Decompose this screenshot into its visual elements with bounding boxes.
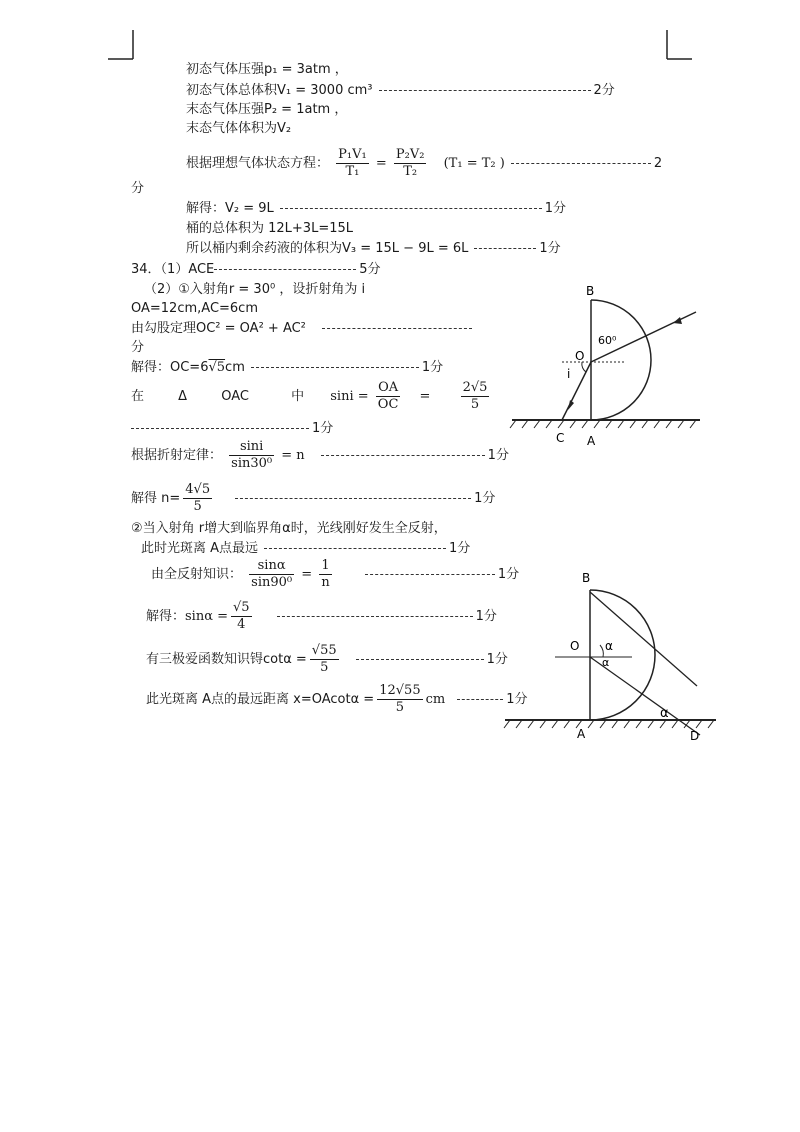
label-60: 60⁰ [598,334,617,347]
ground-hatch [504,720,714,728]
fraction: $\frac{OA}{OC}$ [377,380,399,412]
line-snell: 根据折射定律： $\frac{\sin i}{\text{sin30⁰}}$ = n 1分 [131,439,509,471]
label-i: i [567,367,571,381]
line-solve-n: 解得 n= $\frac{4√5}{5}$ 1分 [131,482,496,514]
ground-hatch [510,420,696,428]
label-alpha-ground: α [660,706,669,721]
line-final-pressure: 末态气体压强P₂ = 1atm ， [186,102,348,117]
line-total-volume: 桶的总体积为 12L+3L=15L [186,221,354,236]
semicircle [590,590,655,720]
label-O: O [575,349,585,363]
label-A: A [577,727,586,741]
fraction: $\frac{√55}{5}$ [311,643,337,675]
fraction: $\frac{\sin\alpha}{\text{sin90⁰}}$ [251,558,293,590]
line-pythagoras: 由勾股定理OC² = OA² + AC² [131,320,475,338]
fraction: $\frac{2√5}{5}$ [462,380,488,412]
line-initial-volume: 初态气体总体积V₁ = 3000 cm³ 2分 [186,83,615,98]
line-total-reflection: 由全反射知识： $\frac{\sin\alpha}{\text{sin90⁰}}$ = $\frac{1}{n}$ 1分 [151,558,520,590]
line-farthest: 此时光斑离 A点最远 1分 [141,541,471,556]
label-B: B [586,284,595,298]
line-score-wrap: 分 [131,181,145,196]
label-alpha-lower: α [602,656,610,669]
fraction: $\frac{4√5}{5}$ [185,482,211,514]
fraction: $\frac{\text{P₂V₂}}{\text{T₂}}$ [395,147,425,179]
corner-mark-right [662,28,694,62]
line-solve-sin-alpha: 解得：sinα = $\frac{√5}{4}$ 1分 [146,600,497,632]
line-score-wrap-2: 分 [131,340,145,355]
optics-figure-2 [500,565,722,745]
fraction: $\frac{√5}{4}$ [233,600,250,632]
corner-mark-left [106,28,138,62]
angle-arc-i [582,362,586,372]
line-score-wrap-3: 1分 [131,420,333,438]
line-remaining-volume: 所以桶内剩余药液的体积为V₃ = 15L − 9L = 6L 1分 [186,241,561,256]
optics-figure-1 [500,275,710,455]
line-solve-oc: 解得：OC=6√5cm 1分 [131,360,444,375]
line-cot-alpha: 有三极爱函数知识锝cotα = $\frac{√55}{5}$ 1分 [146,643,508,675]
semicircle [591,300,651,420]
label-O: O [570,639,580,653]
fraction: $\frac{1}{n}$ [321,558,330,590]
line-solve-v2: 解得：V₂ = 9L 1分 [186,201,567,216]
line-gas-equation: 根据理想气体状态方程： $\frac{\text{P₁V₁}}{\text{T₁}}$ = $\frac{\text{P₂V₂}}{\text{T₂}}$ (T₁ = T₂ ) 2 [186,147,663,179]
label-D: D [690,729,700,743]
line-final-volume: 末态气体体积为V₂ [186,121,292,136]
line-sin-i: 在 Δ OAC 中 sini = $\frac{OA}{OC}$ = $\frac{2√5}{5}$ [131,380,488,412]
line-lengths: OA=12cm,AC=6cm [131,301,258,316]
fraction: $\frac{12√55}{5}$ [379,683,421,715]
line-initial-pressure: 初态气体压强p₁ = 3atm ， [186,62,348,77]
label-alpha-upper: α [605,639,613,653]
label-A: A [587,434,596,448]
label-C: C [556,431,565,445]
line-q34-part1: 34．（1）ACE 5分 [131,262,381,277]
label-B: B [582,571,591,585]
line-q34-part2: （2）①入射角r = 30⁰ ，设折射角为 i [144,282,366,297]
fraction: $\frac{\text{P₁V₁}}{\text{T₁}}$ [338,147,367,179]
fraction: $\frac{\sin i}{\text{sin30⁰}}$ [231,439,273,471]
line-max-distance: 此光斑离 A点的最远距离 x=OAcotα = $\frac{12√55}{5}$ cm 1分 [146,683,528,715]
line-critical-angle: ②当入射角 r增大到临界角α时，光线刚好发生全反射， [131,521,447,536]
arrow-incident [673,317,682,324]
